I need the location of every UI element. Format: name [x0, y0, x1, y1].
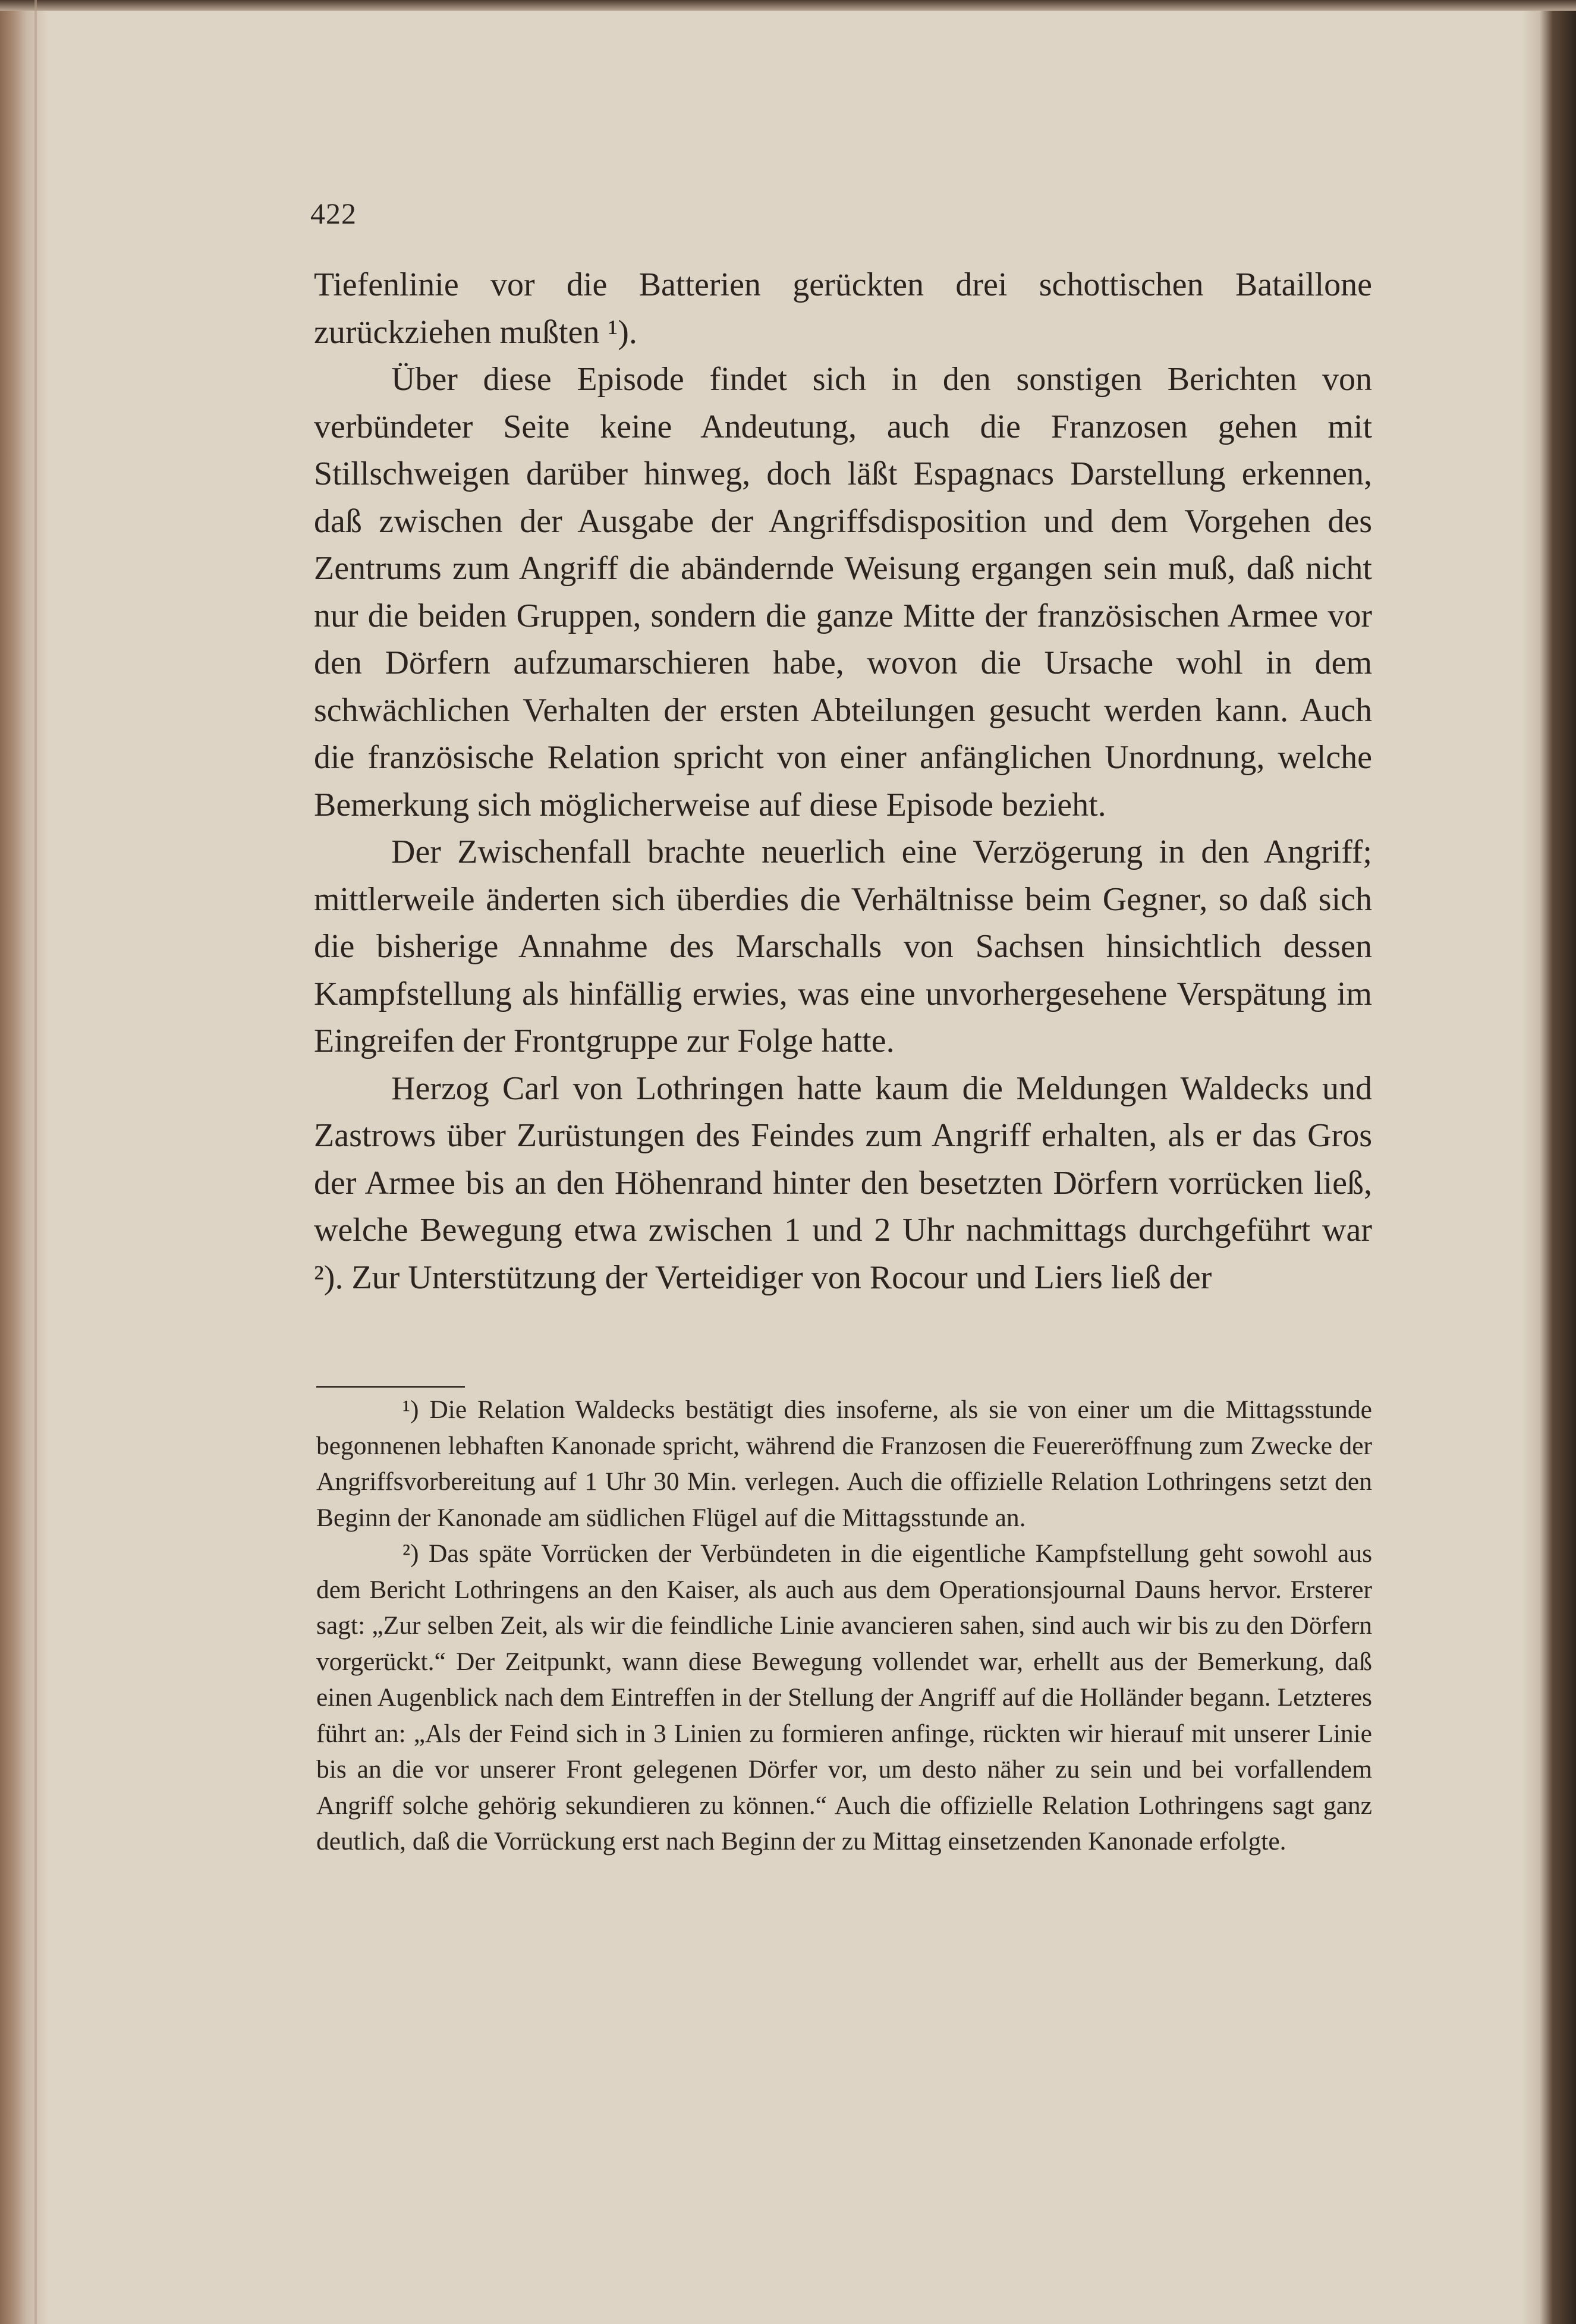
- main-text: [314, 262, 1372, 1301]
- book-top-edge: [0, 0, 1576, 11]
- paragraph-2: Über diese Episode findet sich in den sonstigen Berichten von verbündeter Seite keine Andeutung, auch die Franzosen gehen mit Stillschweigen darüber hinweg, doch läßt Espagnacs Darstellung erkennen, daß zwischen der Ausgabe der Angriffsdisposition und dem Vorgehen des Zentrums zum Angriff die abändernde Weisung ergangen sein muß, daß nicht nur die beiden Gruppen, sondern die ganze Mitte der französischen Armee vor den Dörfern aufzumarschieren habe, wovon die Ursache wohl in dem schwächlichen Verhalten der ersten Abteilungen gesucht werden kann. Auch die französische Relation spricht von einer anfänglichen Unordnung, welche Bemerkung sich möglicherweise auf diese Episode bezieht.: [314, 361, 1372, 823]
- paragraph-1: Tiefenlinie vor die Batterien gerückten drei schottischen Bataillone zurückziehen mußten ¹).: [314, 266, 1372, 351]
- footnote-1: ¹) Die Relation Waldecks bestätigt dies insoferne, als sie von einer um die Mittagsstunde begonnenen lebhaften Kanonade spricht, während die Franzosen die Feuereröffnung zum Zwecke der Angriffsvorbereitung auf 1 Uhr 30 Min. verlegen. Auch die offizielle Relation Lothringens setzt den Beginn der Kanonade am südlichen Flügel auf die Mittagsstunde an.: [316, 1395, 1372, 1532]
- footnotes: [316, 1392, 1372, 1860]
- footnote-2: ²) Das späte Vorrücken der Verbündeten in die eigentliche Kampfstellung geht sowohl aus dem Bericht Lothringens an den Kaiser, als auch aus dem Operationsjournal Dauns hervor. Ersterer sagt: „Zur selben Zeit, als wir die feindliche Linie avancieren sahen, sind auch wir bis zu den Dörfern vorgerückt.“ Der Zeitpunkt, wann diese Bewegung vollendet war, erhellt aus der Bemerkung, daß einen Augenblick nach dem Eintreffen in der Stellung der Angriff auf die Holländer begann. Letzteres führt an: „Als der Feind sich in 3 Linien zu formieren anfinge, rückten wir hierauf mit unserer Linie bis an die vor unserer Front gelegenen Dörfer vor, um desto näher zu sein und bei vorfallendem Angriff solche gehörig sekundieren zu können.“ Auch die offizielle Relation Lothringens sagt ganz deutlich, daß die Vorrückung erst nach Beginn der zu Mittag einsetzenden Kanonade erfolgte.: [316, 1539, 1372, 1856]
- book-gutter: [34, 0, 37, 2324]
- page-number: 422: [310, 197, 357, 230]
- paragraph-3: Der Zwischenfall brachte neuerlich eine Verzögerung in den Angriff; mittlerweile änderten sich überdies die Verhältnisse beim Gegner, so daß sich die bisherige Annahme des Marschalls von Sachsen hinsichtlich dessen Kampfstellung als hinfällig erwies, was eine unvorhergesehene Verspätung im Eingreifen der Frontgruppe zur Folge hatte.: [314, 834, 1372, 1059]
- footnote-separator: [316, 1386, 465, 1388]
- paragraph-4: Herzog Carl von Lothringen hatte kaum die Meldungen Waldecks und Zastrows über Zurüstungen des Feindes zum Angriff erhalten, als er das Gros der Armee bis an den Höhenrand hinter den besetzten Dörfern vorrücken ließ, welche Bewegung etwa zwischen 1 und 2 Uhr nachmittags durchgeführt war ²). Zur Unterstützung der Verteidiger von Rocour und Liers ließ der: [314, 1070, 1372, 1296]
